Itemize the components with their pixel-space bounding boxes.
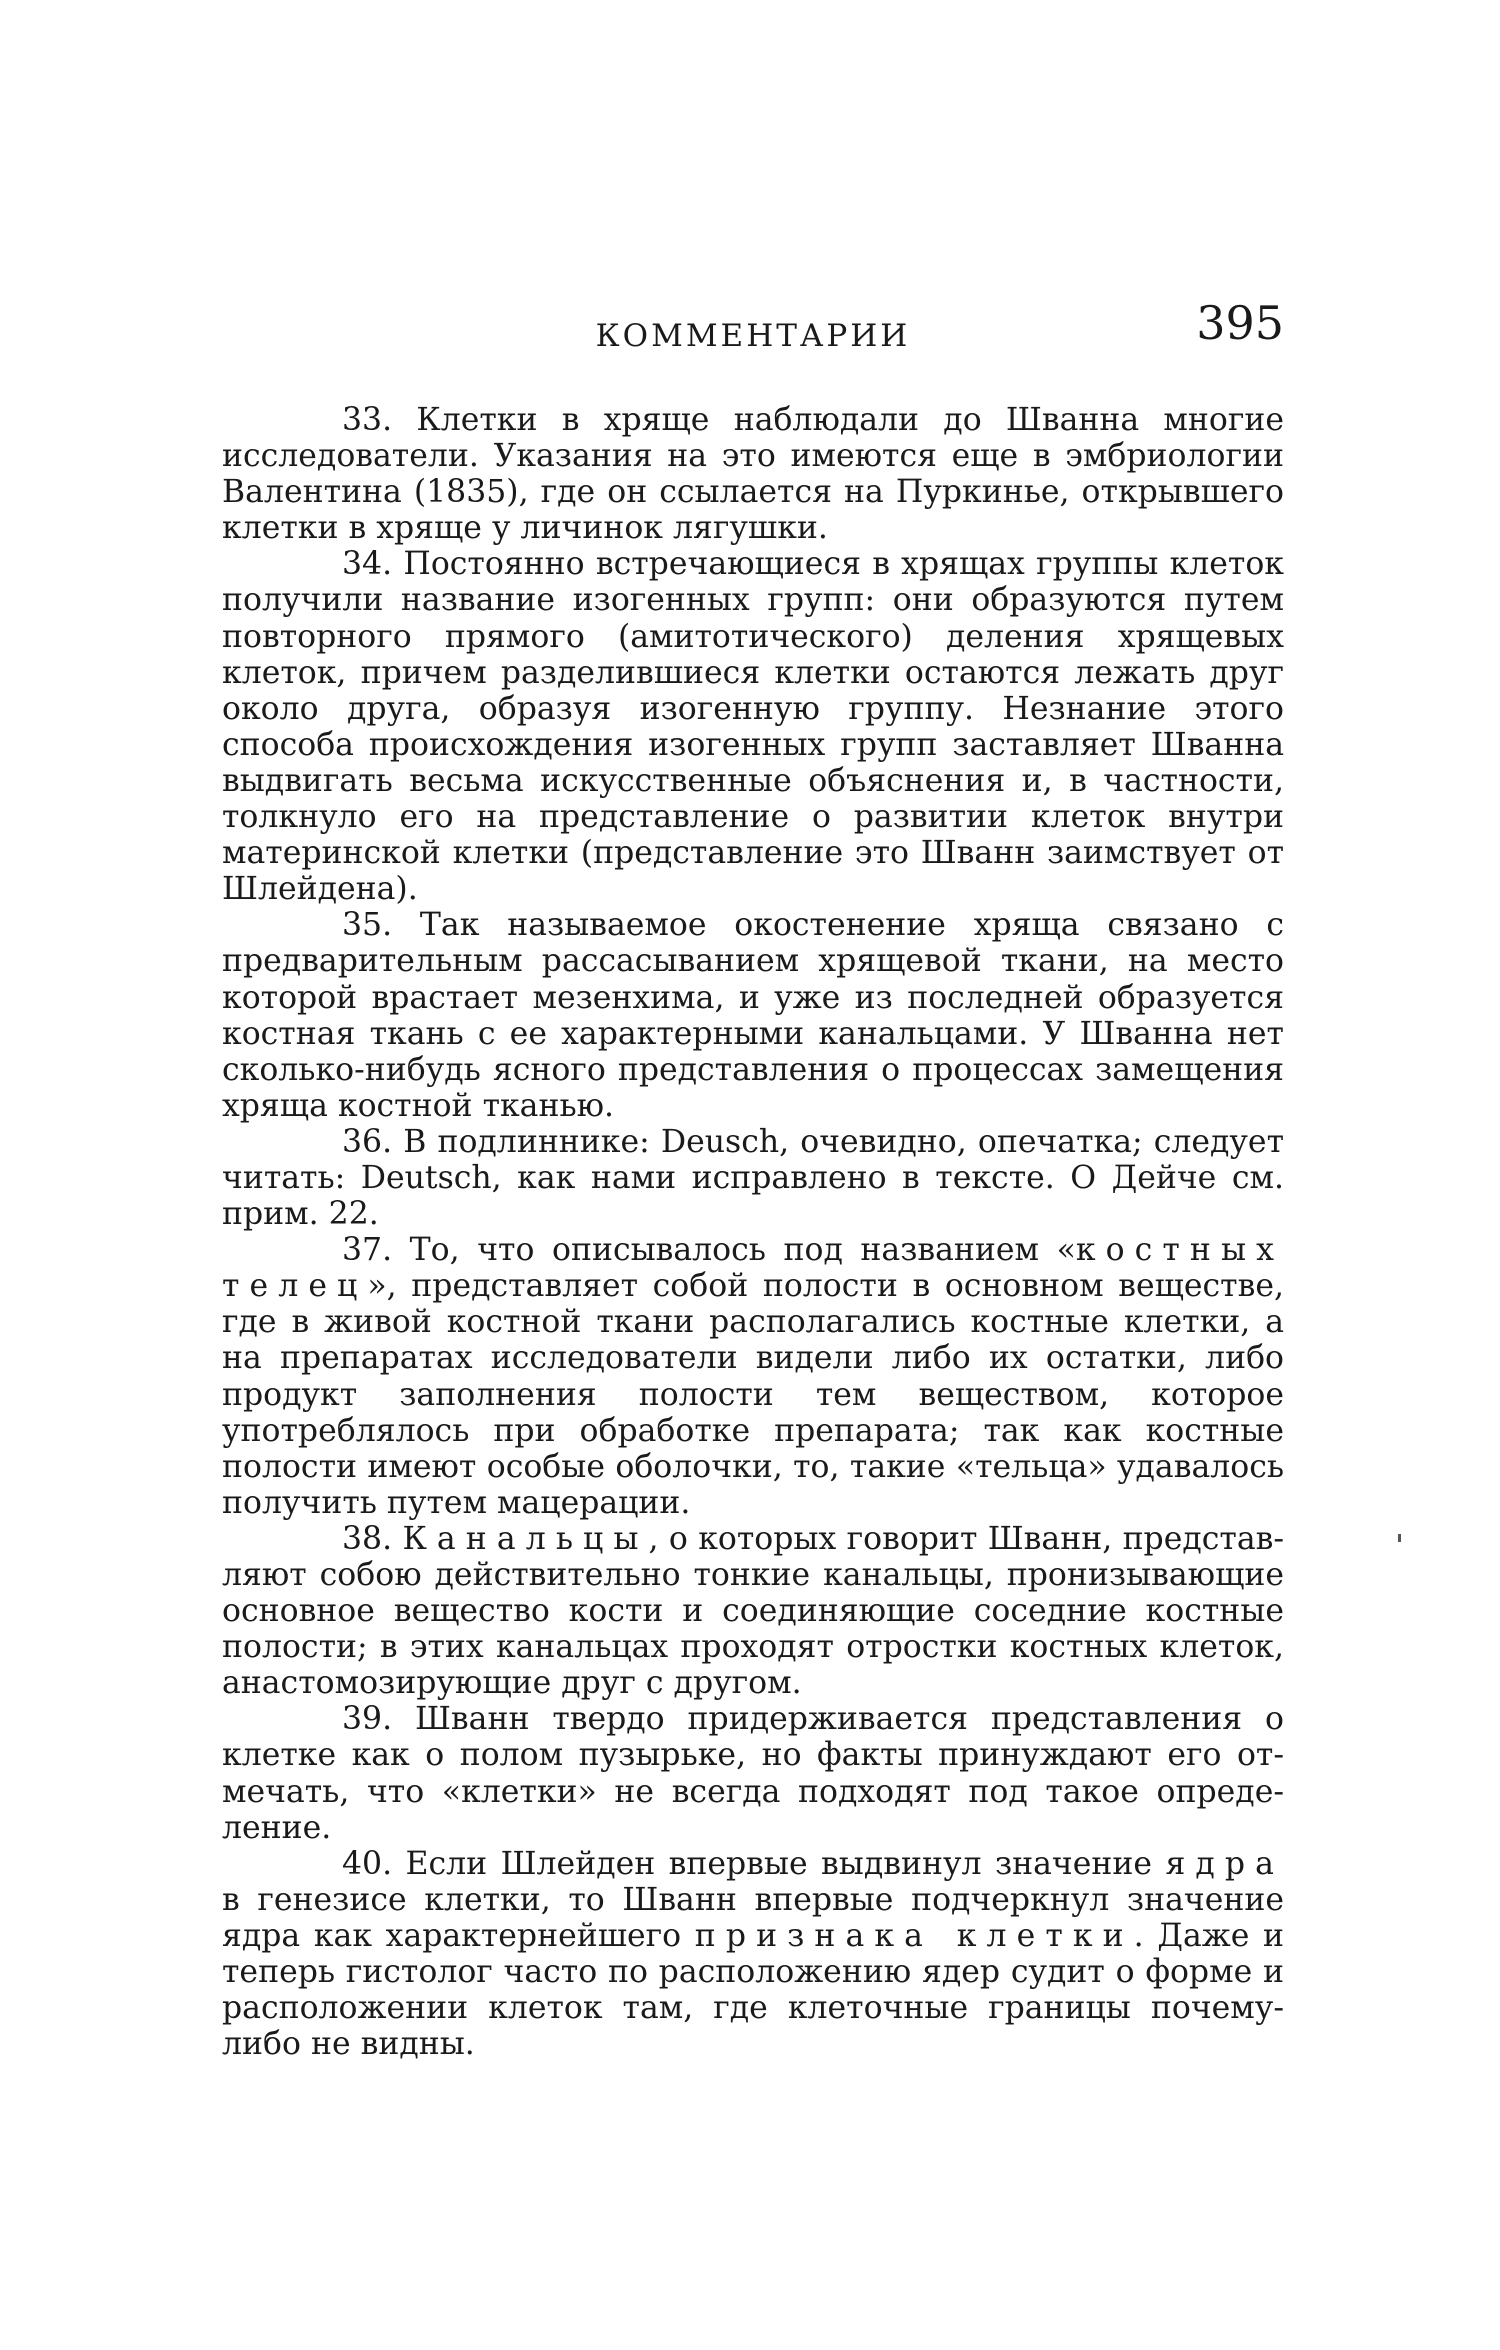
note-37-lead: 37. То, что описывалось под названием « bbox=[342, 1232, 1076, 1269]
page-header bbox=[222, 296, 1284, 360]
note-40-rest: . Даже и теперь гистолог часто по расположению ядер судит о форме и расположении клеток там, где клеточные границы почему-либо не видны. bbox=[222, 1917, 1285, 2063]
note-36: 36. В подлиннике: Deusch, очевидно, опечатка; следует читать: Deutsch, как нами исправлено в тексте. О Дейче см. прим. 22. bbox=[222, 1123, 1284, 1233]
note-37-spaced-term: костных телец bbox=[222, 1232, 1284, 1305]
note-40-mid: в генезисе клетки, то Шванн впервые подчеркнул значение ядра как характернейшего bbox=[222, 1881, 1284, 1954]
note-38-spaced-term: Канальцы bbox=[402, 1520, 649, 1557]
page bbox=[222, 296, 1285, 2063]
note-38-rest: , о которых говорит Шванн, представляют собою действительно тонкие канальцы, пронизывающие основное вещество кости и соединяющие соседние костные полости; в этих канальцах проходят отростки костных клеток, анастомозирующие друг с другом. bbox=[222, 1520, 1284, 1702]
note-40-spaced-term-1: ядра bbox=[1165, 1845, 1284, 1882]
note-37-rest: », представляет собой полости в основном веществе, где в живой костной ткани располагались костные клетки, а на препаратах исследователи видели либо их остатки, либо продукт заполнения полости тем веществом, которое употреблялось при обработке препарата; так как костные полости имеют особые оболочки, то, такие «тельца» удавалось получить путем мацерации. bbox=[222, 1268, 1284, 1521]
note-40 bbox=[222, 1846, 1284, 2063]
page-number: 395 bbox=[1196, 296, 1284, 350]
note-37 bbox=[222, 1232, 1284, 1521]
note-40-spaced-term-2: признака клетки bbox=[694, 1917, 1134, 1954]
note-39: 39. Шванн твердо придерживается представления о клетке как о полом пузырьке, но факты принуждают его отмечать, что «клетки» не всегда подходят под такое определение. bbox=[222, 1701, 1284, 1846]
note-34: 34. Постоянно встречающиеся в хрящах группы клеток получили название изогенных групп: они образуются путем повторного прямого (амитотического) деления хрящевых клеток, причем разделившиеся клетки остаются лежать друг около друга, образуя изогенную группу. Незнание этого способа происхождения изогенных групп заставляет Шванна выдвигать весьма искусственные объяснения и, в частности, толкнуло его на представление о развитии клеток внутри материнской клетки (представление это Шванн заимствует от Шлейдена). bbox=[222, 546, 1284, 908]
note-38 bbox=[222, 1521, 1284, 1701]
note-38-lead: 38. bbox=[342, 1520, 403, 1557]
note-33: 33. Клетки в хряще наблюдали до Шванна многие исследователи. Указания на это имеются еще в эмбриологии Валентина (1835), где он ссылается на Пуркинье, открывшего клетки в хряще у личинок лягушки. bbox=[222, 402, 1284, 547]
note-40-lead: 40. Если Шлейден впервые выдвинул значение bbox=[342, 1845, 1166, 1882]
note-35: 35. Так называемое окостенение хряща связано с предварительным рассасыванием хрящевой ткани, на место которой врастает мезенхима, и уже из последней образуется костная ткань с ее характерными канальцами. У Шванна нет сколько-нибудь ясного представления о процессах замещения хряща костной тканью. bbox=[222, 907, 1284, 1124]
running-title: КОММЕНТАРИИ bbox=[595, 318, 911, 354]
stray-print-mark bbox=[1398, 1534, 1401, 1542]
